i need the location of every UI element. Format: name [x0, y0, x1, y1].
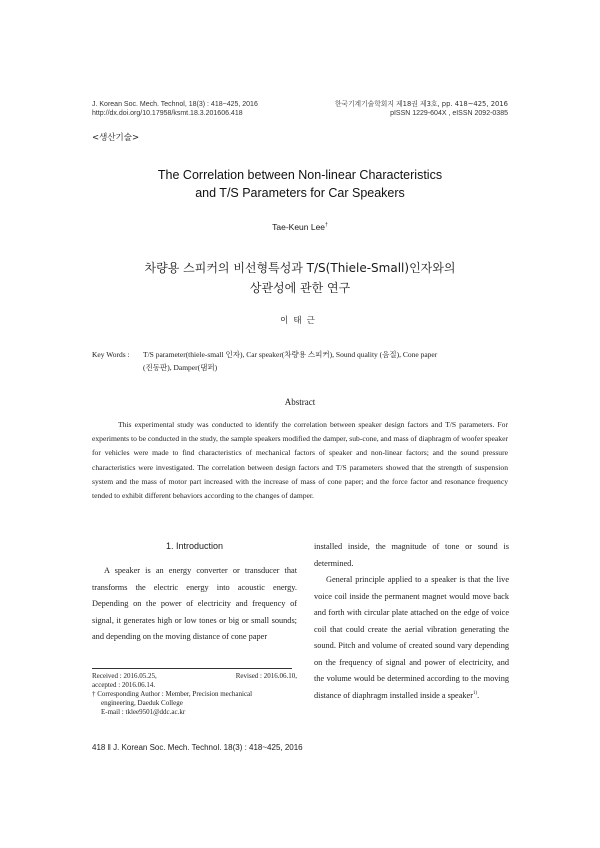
author-en [0, 222, 600, 232]
paper-title-en-line1: The Correlation between Non-linear Characteristics [157, 168, 443, 182]
corresponding-author-line1: † Corresponding Author : Member, Precision mechanical [92, 690, 253, 698]
intro-paragraph-2-end: . [477, 690, 480, 700]
author-email[interactable]: E-mail : tklee9501@ddc.ac.kr [101, 708, 186, 716]
intro-paragraph-2-text: General principle applied to a speaker is that the live voice coil inside the permanent magnet would move back and forth with circular plate attached on the edge of voice coil that could create the aerial vibration generating the sound. Pitch and volume of created sound vary depending on the frequency of signal and power of electricity, and the volume would be determined according to the moving distance of diaphragm installed inside a speaker [314, 575, 509, 700]
paper-title-en-line2: and T/S Parameters for Car Speakers [195, 186, 405, 200]
dates-row [92, 672, 297, 681]
author-mark: † [325, 222, 328, 229]
journal-info-ko [248, 100, 508, 118]
doi-link[interactable]: http://dx.doi.org/10.17958/ksmt.18.3.201606.418 [92, 110, 243, 117]
page-footer: 418 ‖ J. Korean Soc. Mech. Technol. 18(3) : 418~425, 2016 [92, 743, 303, 752]
abstract-heading: Abstract [284, 397, 316, 407]
intro-paragraph-2 [314, 572, 509, 704]
citation-ref-1: 1) [472, 690, 478, 696]
accepted-date: accepted : 2016.06.14. [92, 681, 156, 689]
revised-date: Revised : 2016.06.10, [235, 672, 297, 680]
journal-citation-line: J. Korean Soc. Mech. Technol, 18(3) : 418~425, 2016 [92, 101, 258, 108]
author-en-name: Tae-Keun Lee [272, 222, 326, 232]
section-tag: <생산기술> [92, 133, 140, 143]
section-heading-introduction: 1. Introduction [165, 541, 224, 551]
corresponding-author-line2: engineering, Daeduk College [101, 699, 183, 707]
paper-title-en [0, 166, 600, 202]
author-ko: 이태근 [280, 316, 320, 326]
keywords-label: Key Words : [92, 350, 130, 359]
issn-line: pISSN 1229-604X , eISSN 2092-0385 [390, 110, 508, 117]
journal-info-ko-line: 한국기계기술학회지 제18권 제3호, pp. 418~425, 2016 [334, 100, 508, 108]
journal-citation [92, 100, 258, 118]
keywords-line2: (진동판), Damper(댐퍼) [143, 363, 218, 372]
received-date: Received : 2016.05.25, [92, 672, 157, 680]
paper-title-ko [0, 258, 600, 298]
abstract-text: This experimental study was conducted to identify the correlation between speaker design factors and T/S parameters. For experiments to be conducted in the study, the sample speakers modified the damper, sub-cone, and mass of diaphragm of woofer speaker for vehicles were made to find characteristics of mechanical factors of speaker and non-linear factors; and the sound pressure characteristics were investigated. The correlation between design factors and T/S parameters showed that the strength of suspension system and the mass of motor part increased with the increase of mass of cone paper; and the force factor and resonance frequency tended to exhibit different behaviors according to the changes of damper. [92, 420, 508, 501]
paper-title-ko-line1: 차량용 스피커의 비선형특성과 T/S(Thiele-Small)인자와의 [144, 261, 456, 275]
keywords-list [143, 348, 523, 374]
paper-title-ko-line2: 상관성에 관한 연구 [249, 281, 351, 295]
intro-paragraph-1: A speaker is an energy converter or transducer that transforms the electric energy into acoustic energy. Depending on the power of electricity and frequency of signal, it generates high or low tones or big or small sounds; and depending on the moving distance of cone paper [92, 566, 297, 641]
left-column [92, 563, 297, 646]
intro-paragraph-1-cont: installed inside, the magnitude of tone or sound is determined. [314, 542, 509, 568]
footnote-block [92, 672, 297, 717]
right-column [314, 539, 509, 704]
footnote-rule [92, 668, 292, 669]
keywords-line1: T/S parameter(thiele-small 인자), Car speaker(차량용 스피커), Sound quality (음질), Cone paper [143, 350, 438, 359]
